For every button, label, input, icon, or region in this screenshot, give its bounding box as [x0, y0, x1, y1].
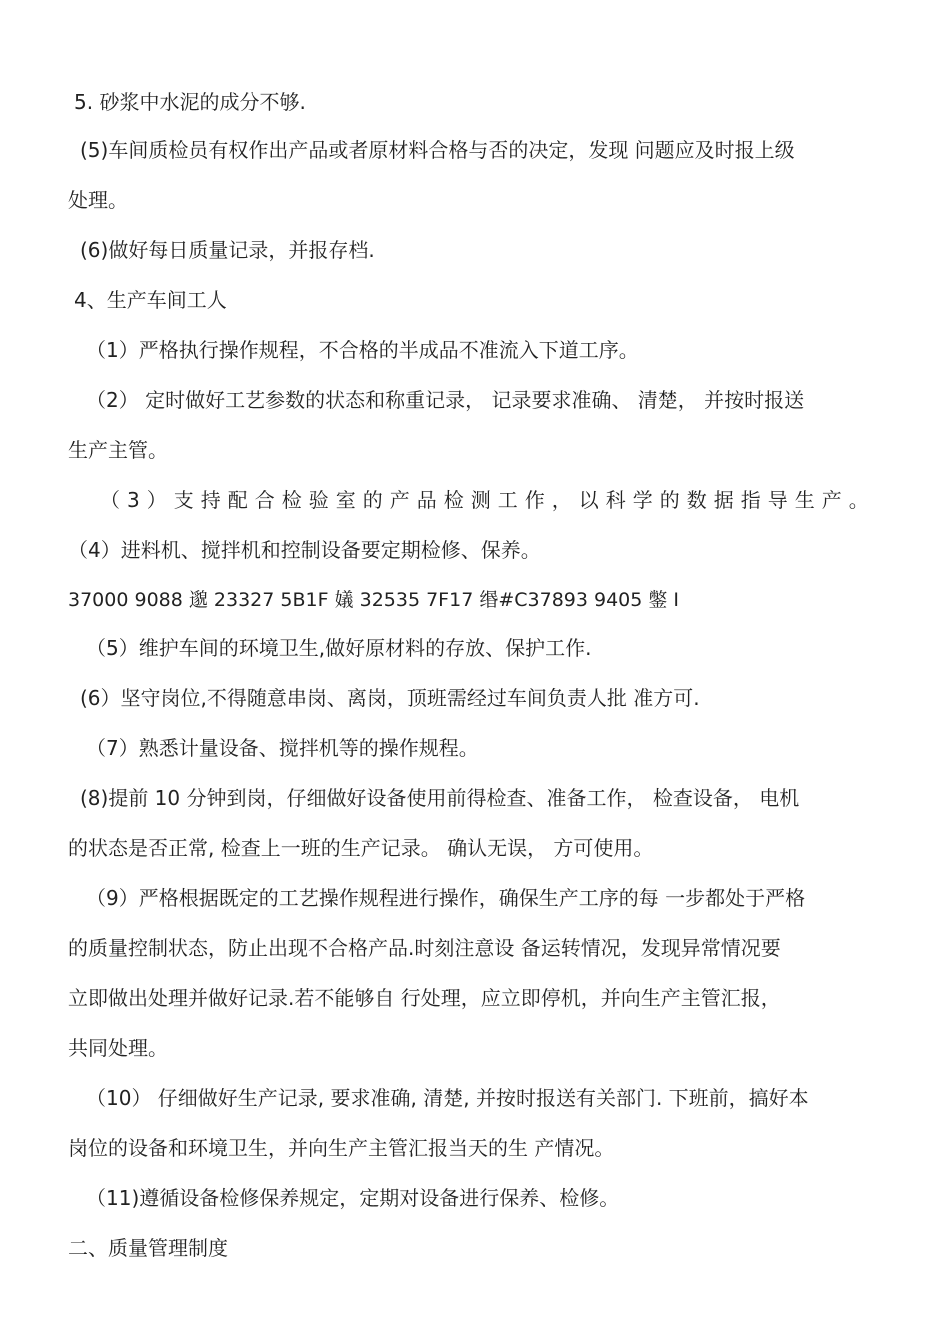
text-line-8: 生产主管。 — [68, 438, 168, 462]
text-line-4: (6)做好每日质量记录，并报存档. — [80, 238, 375, 262]
text-line-17: （9）严格根据既定的工艺操作规程进行操作，确保生产工序的每 一步都处于严格 — [86, 886, 806, 910]
text-line-24: 二、质量管理制度 — [68, 1236, 228, 1260]
text-line-3: 处理。 — [68, 188, 128, 212]
text-line-11: 37000 9088 邈 23327 5B1F 嬟 32535 7F17 缗#C37893 9405 鐅 I — [68, 589, 680, 611]
text-line-10: （4）进料机、搅拌机和控制设备要定期检修、保养。 — [68, 538, 541, 562]
text-line-9: （3）支持配合检验室的产品检测工作，以科学的数据指导生产。 — [100, 488, 876, 512]
text-line-12: （5）维护车间的环境卫生,做好原材料的存放、保护工作. — [86, 636, 592, 660]
text-line-5: 4、生产车间工人 — [74, 288, 227, 312]
text-line-21: （10） 仔细做好生产记录, 要求准确, 清楚, 并按时报送有关部门. 下班前，搞好本 — [86, 1086, 809, 1110]
text-line-18: 的质量控制状态，防止出现不合格产品.时刻注意设 备运转情况，发现异常情况要 — [68, 936, 781, 960]
text-line-2: (5)车间质检员有权作出产品或者原材料合格与否的决定，发现 问题应及时报上级 — [80, 138, 795, 162]
text-line-6: （1）严格执行操作规程，不合格的半成品不准流入下道工序。 — [86, 338, 639, 362]
text-line-13: (6）坚守岗位,不得随意串岗、离岗，顶班需经过车间负责人批 准方可. — [80, 686, 700, 710]
text-line-1: 5. 砂浆中水泥的成分不够. — [74, 90, 306, 114]
text-line-7: （2） 定时做好工艺参数的状态和称重记录， 记录要求准确、 清楚， 并按时报送 — [86, 388, 805, 412]
text-line-15: (8)提前 10 分钟到岗，仔细做好设备使用前得检查、准备工作， 检查设备， 电机 — [80, 786, 800, 810]
text-line-14: （7）熟悉计量设备、搅拌机等的操作规程。 — [86, 736, 479, 760]
text-line-19: 立即做出处理并做好记录.若不能够自 行处理，应立即停机，并向生产主管汇报， — [68, 986, 781, 1010]
text-line-23: （11)遵循设备检修保养规定，定期对设备进行保养、检修。 — [86, 1186, 620, 1210]
text-line-22: 岗位的设备和环境卫生，并向生产主管汇报当天的生 产情况。 — [68, 1136, 615, 1160]
text-line-20: 共同处理。 — [68, 1036, 168, 1060]
text-line-16: 的状态是否正常, 检查上一班的生产记录。 确认无误， 方可使用。 — [68, 836, 654, 860]
